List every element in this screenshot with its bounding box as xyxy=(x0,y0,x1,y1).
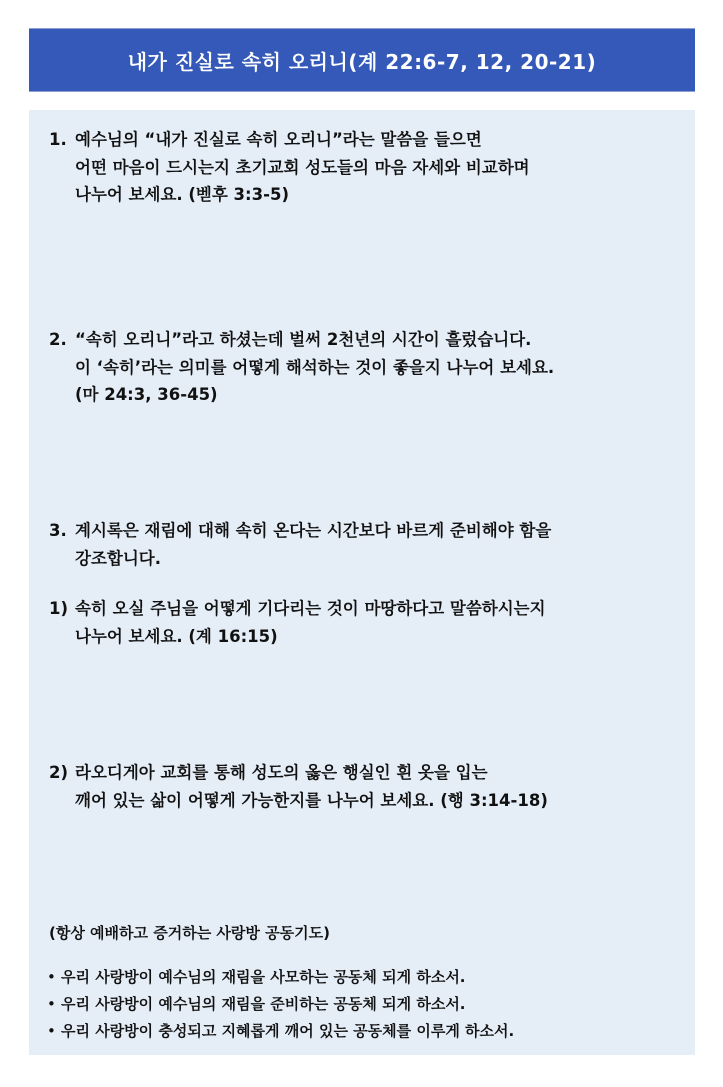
prayer-list xyxy=(47,964,514,1045)
question-line: 나누어 보세요. (벧후 3:3-5) xyxy=(75,185,289,204)
prayer-text: 우리 사랑방이 예수님의 재림을 준비하는 공동체 되게 하소서. xyxy=(61,995,466,1013)
question-line: 예수님의 “내가 진실로 속히 오리니”라는 말씀을 들으면 xyxy=(75,130,482,149)
bullet-icon: • xyxy=(47,995,56,1013)
question-line: 어떤 마음이 드시는지 초기교회 성도들의 마음 자세와 비교하며 xyxy=(75,157,530,177)
question-number: 2) xyxy=(49,763,69,782)
question-number: 3. xyxy=(49,521,67,540)
list-item xyxy=(47,964,514,991)
prayer-text: 우리 사랑방이 예수님의 재림을 사모하는 공동체 되게 하소서. xyxy=(61,968,466,986)
bullet-icon: • xyxy=(47,968,56,986)
question-line: 계시록은 재림에 대해 속히 온다는 시간보다 바르게 준비해야 함을 xyxy=(75,521,552,540)
question-line: 이 ‘속히’라는 의미를 어떻게 해석하는 것이 좋을지 나누어 보세요. xyxy=(75,357,555,377)
page-title: 내가 진실로 속히 오리니(계 22:6-7, 12, 20-21) xyxy=(127,49,597,74)
prayer-heading: (항상 예배하고 증거하는 사랑방 공동기도) xyxy=(49,924,330,942)
question-line: (마 24:3, 36-45) xyxy=(75,385,218,404)
question-3-sub-2 xyxy=(49,759,548,814)
question-1 xyxy=(49,126,530,209)
study-panel xyxy=(29,110,695,1055)
question-line: 나누어 보세요. (계 16:15) xyxy=(75,626,278,646)
prayer-text: 우리 사랑방이 충성되고 지혜롭게 깨어 있는 공동체를 이루게 하소서. xyxy=(61,1022,515,1040)
question-number: 2. xyxy=(49,330,67,349)
question-line: 라오디게아 교회를 통해 성도의 옳은 행실인 흰 옷을 입는 xyxy=(75,763,488,782)
question-3-sub-1 xyxy=(49,595,546,650)
question-line: 강조합니다. xyxy=(75,548,161,568)
question-line: 깨어 있는 삶이 어떻게 가능한지를 나누어 보세요. (행 3:14-18) xyxy=(75,790,548,810)
question-number: 1. xyxy=(49,130,67,149)
question-line: 속히 오실 주님을 어떻게 기다리는 것이 마땅하다고 말씀하시는지 xyxy=(75,599,546,618)
list-item xyxy=(47,1018,514,1045)
question-2 xyxy=(49,326,554,409)
list-item xyxy=(47,991,514,1018)
title-banner xyxy=(29,28,695,92)
question-line: “속히 오리니”라고 하셨는데 벌써 2천년의 시간이 흘렀습니다. xyxy=(75,330,532,349)
question-number: 1) xyxy=(49,599,69,618)
question-3 xyxy=(49,517,551,572)
bullet-icon: • xyxy=(47,1022,56,1040)
